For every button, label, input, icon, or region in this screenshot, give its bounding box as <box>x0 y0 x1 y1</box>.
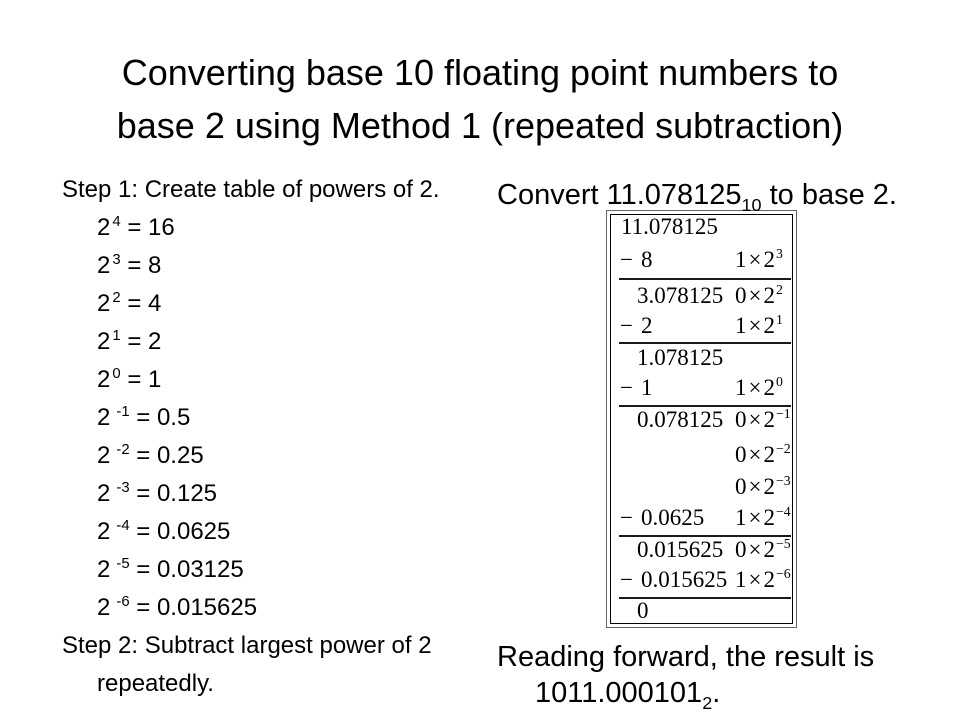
work-value: 11.078125 <box>621 214 718 239</box>
convert-text: Convert 11.078125 <box>497 179 742 211</box>
work-row <box>611 443 792 467</box>
power-item <box>62 551 482 589</box>
result-text <box>497 639 937 711</box>
term-exponent: 3 <box>775 246 783 262</box>
subtraction-line <box>619 278 791 280</box>
power-item <box>62 399 482 437</box>
term-base: 2 <box>763 283 775 308</box>
power-item <box>62 589 482 627</box>
work-row <box>611 506 792 530</box>
power-base: 2 <box>97 252 111 279</box>
term-exponent: −5 <box>775 536 791 552</box>
power-item <box>62 285 482 323</box>
power-exponent: 2 <box>112 290 121 306</box>
power-item <box>62 323 482 361</box>
power-exponent: -5 <box>116 556 130 572</box>
work-value: 1 <box>641 375 653 400</box>
work-row <box>611 599 792 623</box>
minus-sign: − <box>620 505 633 530</box>
power-value: = 16 <box>127 214 175 241</box>
power-exponent: -2 <box>116 442 130 458</box>
subtraction-line <box>619 342 791 344</box>
power-base: 2 <box>97 404 111 431</box>
power-exponent: 0 <box>112 366 121 382</box>
times-sign: × <box>748 407 762 432</box>
power-term <box>735 538 791 562</box>
convert-heading <box>497 177 897 213</box>
title-line-2: base 2 using Method 1 (repeated subtraction) <box>116 105 844 146</box>
term-base: 2 <box>763 442 775 467</box>
term-coefficient: 0 <box>735 407 747 432</box>
term-coefficient: 1 <box>735 505 747 530</box>
power-exponent: -4 <box>116 518 130 534</box>
power-value: = 0.0625 <box>136 518 231 545</box>
work-row <box>611 475 792 499</box>
power-base: 2 <box>97 366 111 393</box>
term-base: 2 <box>763 313 775 338</box>
work-row <box>611 284 792 308</box>
subtraction-work <box>610 214 793 624</box>
power-item <box>62 513 482 551</box>
minus-sign: − <box>620 247 633 272</box>
power-exponent: -3 <box>116 480 130 496</box>
term-coefficient: 0 <box>735 442 747 467</box>
term-base: 2 <box>763 375 775 400</box>
minus-sign: − <box>620 567 633 592</box>
power-base: 2 <box>97 594 111 621</box>
minus-sign: − <box>620 313 633 338</box>
work-value: 0 <box>637 598 649 623</box>
power-exponent: -6 <box>116 594 130 610</box>
term-exponent: −6 <box>775 566 791 582</box>
power-term <box>735 314 783 338</box>
result-label: Reading forward, the result is <box>497 641 875 673</box>
power-base: 2 <box>97 328 111 355</box>
work-row <box>611 314 792 338</box>
term-exponent: −3 <box>775 473 791 489</box>
work-value: 0.0625 <box>641 505 705 530</box>
power-term <box>735 506 791 530</box>
power-term <box>735 475 791 499</box>
power-item <box>62 209 482 247</box>
work-row <box>611 215 792 239</box>
power-item <box>62 247 482 285</box>
power-value: = 4 <box>127 290 162 317</box>
convert-suffix: to base 2. <box>761 179 897 211</box>
power-term <box>735 248 783 272</box>
minus-sign: − <box>620 375 633 400</box>
power-value: = 0.5 <box>136 404 191 431</box>
result-number <box>535 677 721 713</box>
term-exponent: 2 <box>775 282 783 298</box>
times-sign: × <box>748 474 762 499</box>
work-value: 3.078125 <box>637 283 724 308</box>
power-item <box>62 361 482 399</box>
times-sign: × <box>748 313 762 338</box>
term-coefficient: 0 <box>735 474 747 499</box>
slide-title <box>0 46 960 152</box>
work-row <box>611 376 792 400</box>
work-row <box>611 408 792 432</box>
term-exponent: −2 <box>775 441 791 457</box>
result-value: 1011.000101 <box>535 677 703 709</box>
power-base: 2 <box>97 214 111 241</box>
power-value: = 0.015625 <box>136 594 258 621</box>
work-value: 1.078125 <box>637 345 724 370</box>
term-coefficient: 1 <box>735 313 747 338</box>
work-row <box>611 346 792 370</box>
term-coefficient: 0 <box>735 283 747 308</box>
power-term <box>735 376 783 400</box>
power-term <box>735 568 791 592</box>
times-sign: × <box>748 567 762 592</box>
term-coefficient: 1 <box>735 375 747 400</box>
power-value: = 0.125 <box>136 480 218 507</box>
work-value: 0.015625 <box>637 537 724 562</box>
result-base-subscript: 2 <box>702 692 713 713</box>
term-base: 2 <box>763 247 775 272</box>
term-base: 2 <box>763 474 775 499</box>
power-term <box>735 443 791 467</box>
power-base: 2 <box>97 556 111 583</box>
power-exponent: -1 <box>116 404 130 420</box>
work-value: 0.015625 <box>641 567 728 592</box>
power-value: = 2 <box>127 328 162 355</box>
power-exponent: 4 <box>112 214 121 230</box>
term-coefficient: 1 <box>735 567 747 592</box>
term-exponent: −1 <box>775 406 791 422</box>
times-sign: × <box>748 247 762 272</box>
times-sign: × <box>748 375 762 400</box>
times-sign: × <box>748 505 762 530</box>
base-subscript: 10 <box>741 194 762 215</box>
work-row <box>611 538 792 562</box>
times-sign: × <box>748 283 762 308</box>
power-exponent: 1 <box>112 328 121 344</box>
power-value: = 0.03125 <box>136 556 244 583</box>
term-coefficient: 1 <box>735 247 747 272</box>
work-row <box>611 568 792 592</box>
subtraction-box <box>606 210 797 628</box>
power-base: 2 <box>97 480 111 507</box>
term-exponent: −4 <box>775 504 791 520</box>
power-term <box>735 408 791 432</box>
times-sign: × <box>748 537 762 562</box>
step-2-text: Step 2: Subtract largest power of 2 repeatedly. <box>62 632 432 697</box>
power-value: = 1 <box>127 366 162 393</box>
times-sign: × <box>748 442 762 467</box>
power-value: = 8 <box>127 252 162 279</box>
power-base: 2 <box>97 442 111 469</box>
power-exponent: 3 <box>112 252 121 268</box>
left-column <box>62 171 482 703</box>
work-value: 0.078125 <box>637 407 724 432</box>
term-base: 2 <box>763 407 775 432</box>
title-line-1: Converting base 10 floating point numbers to <box>121 52 839 93</box>
power-base: 2 <box>97 518 111 545</box>
power-base: 2 <box>97 290 111 317</box>
term-base: 2 <box>763 537 775 562</box>
work-row <box>611 248 792 272</box>
power-item <box>62 437 482 475</box>
term-base: 2 <box>763 567 775 592</box>
power-item <box>62 475 482 513</box>
power-value: = 0.25 <box>136 442 204 469</box>
term-base: 2 <box>763 505 775 530</box>
work-value: 2 <box>641 313 653 338</box>
term-exponent: 1 <box>775 312 783 328</box>
term-coefficient: 0 <box>735 537 747 562</box>
step-1-text: Step 1: Create table of powers of 2. <box>62 176 440 203</box>
power-term <box>735 284 783 308</box>
result-suffix: . <box>712 677 721 709</box>
term-exponent: 0 <box>775 374 783 390</box>
work-value: 8 <box>641 247 653 272</box>
